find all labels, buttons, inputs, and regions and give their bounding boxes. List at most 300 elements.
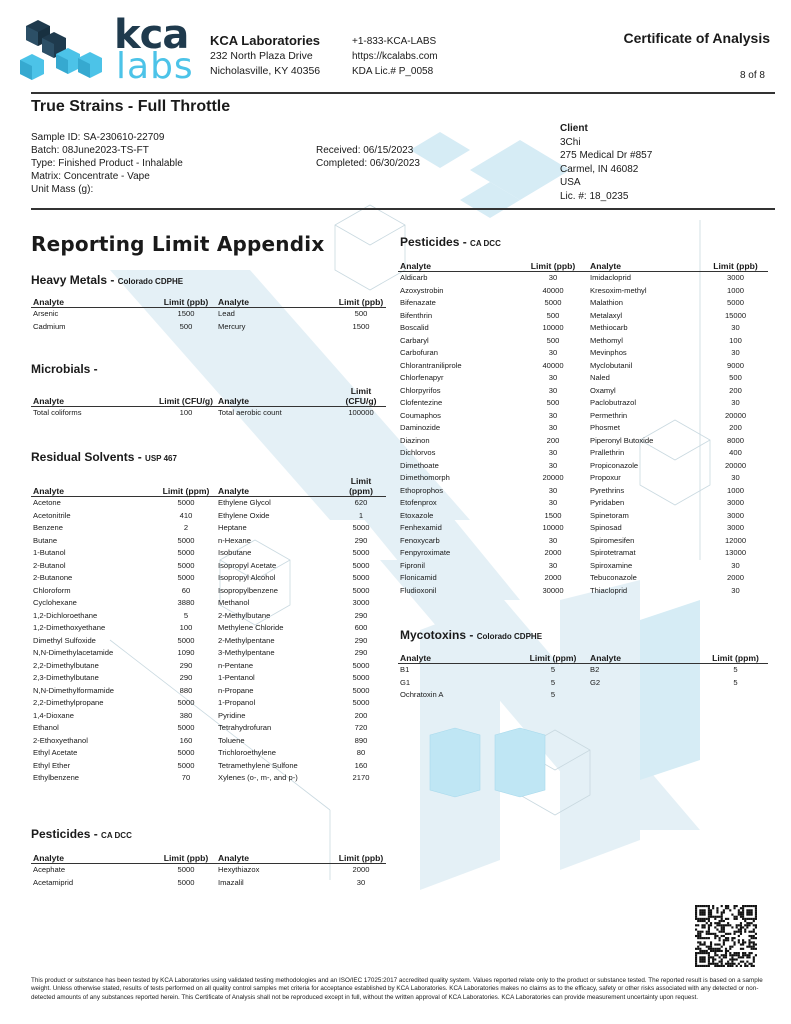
- column-header-analyte: Analyte: [31, 476, 156, 497]
- analyte-cell: Tetrahydrofuran: [218, 723, 272, 732]
- residual-solvents-table: [31, 476, 386, 785]
- column-header-limit: Limit (ppb): [156, 297, 216, 308]
- analyte-cell: Ochratoxin A: [400, 690, 444, 699]
- limit-cell: 100: [179, 623, 193, 632]
- limit-cell: 1500: [544, 510, 562, 520]
- analyte-cell: Pyridaben: [590, 498, 625, 507]
- limit-cell: 200: [729, 385, 742, 395]
- column-header-limit: Limit (ppb): [156, 853, 216, 864]
- limit-cell: 30: [731, 348, 740, 357]
- table-row: [31, 597, 386, 610]
- sample-info: [31, 131, 183, 196]
- batch: Batch: 08June2023-TS-FT: [31, 145, 149, 156]
- analyte-cell: Acetone: [33, 498, 61, 507]
- table-row: [31, 697, 386, 710]
- analyte-cell: Isopropyl Acetate: [218, 560, 277, 570]
- analyte-cell: n-Propane: [218, 685, 254, 695]
- analyte-cell: Naled: [590, 373, 610, 382]
- client-address2: Carmel, IN 46082: [560, 163, 639, 175]
- limit-cell: 5: [550, 690, 556, 699]
- analyte-cell: Methiocarb: [590, 323, 628, 332]
- limit-cell: [703, 689, 768, 702]
- analyte-cell: Arsenic: [33, 309, 59, 318]
- column-header-limit: Limit (ppb): [336, 853, 386, 864]
- client-name: 3Chi: [560, 136, 581, 148]
- table-row: [398, 410, 768, 423]
- microbials-heading: [31, 362, 98, 376]
- table-row: [398, 547, 768, 560]
- document-title: Certificate of Analysis: [623, 30, 770, 46]
- table-row: [398, 447, 768, 460]
- table-row: [398, 460, 768, 473]
- section-subtitle: Colorado CDPHE: [117, 277, 184, 286]
- column-header-limit: Limit (ppb): [336, 297, 386, 308]
- column-header-analyte: Analyte: [398, 261, 518, 272]
- analyte-cell: Tebuconazole: [590, 573, 637, 582]
- analyte-cell: 1-Propanol: [218, 698, 256, 707]
- column-header-limit: Limit (CFU/g): [156, 386, 216, 407]
- analyte-cell: Ethylbenzene: [33, 773, 80, 782]
- table-header-row: [31, 476, 386, 497]
- limit-cell: 3000: [727, 273, 744, 282]
- qr-code-icon[interactable]: [695, 905, 757, 967]
- analyte-cell: Ethylene Oxide: [218, 510, 270, 520]
- analyte-cell: Fipronil: [400, 560, 425, 570]
- analyte-cell: Cadmium: [33, 321, 66, 331]
- analyte-cell: Fenpyroximate: [400, 548, 451, 557]
- table-header-row: [398, 261, 768, 272]
- analyte-cell: Spiromesifen: [590, 535, 635, 545]
- limit-cell: 10000: [542, 523, 564, 532]
- limit-cell: 1500: [177, 309, 195, 318]
- limit-cell: 2000: [352, 865, 370, 874]
- table-row: [31, 772, 386, 785]
- analyte-cell: [588, 689, 703, 702]
- client-label: Client: [560, 123, 588, 134]
- analyte-cell: Total coliforms: [33, 408, 82, 417]
- table-header-row: [398, 653, 768, 664]
- analyte-cell: Total aerobic count: [218, 408, 282, 417]
- limit-cell: 500: [546, 398, 560, 407]
- limit-cell: 9000: [727, 360, 744, 370]
- heavy-metals-heading: [31, 273, 183, 287]
- table-row: [398, 297, 768, 310]
- table-row: [398, 535, 768, 548]
- table-row: [31, 685, 386, 698]
- analyte-cell: Daminozide: [400, 423, 441, 432]
- table-header-row: [31, 297, 386, 308]
- analyte-cell: Oxamyl: [590, 385, 616, 395]
- analyte-cell: Mevinphos: [590, 348, 627, 357]
- table-row: [398, 677, 768, 690]
- analyte-cell: Isopropylbenzene: [218, 585, 278, 595]
- analyte-cell: Chlorantraniliprole: [400, 360, 462, 370]
- lab-website-link[interactable]: https://kcalabs.com: [352, 51, 438, 62]
- column-header-limit: Limit (ppm): [336, 476, 386, 497]
- analyte-cell: Dimethoate: [400, 460, 439, 470]
- limit-cell: 2000: [727, 573, 744, 582]
- mycotoxins-heading: [400, 628, 542, 642]
- column-header-analyte: Analyte: [31, 853, 156, 864]
- table-row: [398, 472, 768, 485]
- analyte-cell: Diazinon: [400, 435, 430, 445]
- table-row: [398, 310, 768, 323]
- analyte-cell: B2: [590, 665, 600, 674]
- analyte-cell: Carbofuran: [400, 348, 438, 357]
- limit-cell: 500: [179, 321, 193, 331]
- analyte-cell: Chloroform: [33, 585, 71, 595]
- table-row: [398, 664, 768, 677]
- limit-cell: 30: [731, 585, 740, 595]
- analyte-cell: Fludioxonil: [400, 585, 437, 595]
- analyte-cell: Cyclohexane: [33, 598, 77, 607]
- limit-cell: 500: [546, 310, 560, 320]
- limit-cell: 3000: [727, 510, 744, 520]
- client-address1: 275 Medical Dr #857: [560, 150, 653, 161]
- limit-cell: 100: [729, 335, 742, 345]
- limit-cell: 5000: [352, 560, 370, 570]
- section-title: Pesticides -: [400, 235, 467, 249]
- analyte-cell: 1-Butanol: [33, 548, 66, 557]
- limit-cell: 500: [546, 335, 560, 345]
- analyte-cell: Azoxystrobin: [400, 285, 444, 295]
- microbials-table: [31, 386, 386, 420]
- limit-cell: 400: [729, 448, 742, 457]
- limit-cell: 2000: [544, 573, 562, 582]
- table-row: [31, 710, 386, 723]
- analyte-cell: n-Pentane: [218, 660, 254, 670]
- section-subtitle: Colorado CDPHE: [476, 632, 543, 641]
- analyte-cell: Hexythiazox: [218, 865, 260, 874]
- limit-cell: 380: [179, 710, 193, 720]
- limit-cell: 1090: [177, 648, 195, 657]
- dates-block: [316, 144, 420, 170]
- limit-cell: 70: [181, 773, 191, 782]
- client-license: Lic. #: 18_0235: [560, 190, 629, 202]
- analyte-cell: Spinetoram: [590, 510, 629, 520]
- analyte-cell: Pyridine: [218, 710, 246, 720]
- pesticides-right-heading: [400, 235, 501, 249]
- limit-cell: 30000: [542, 585, 564, 595]
- analyte-cell: 2-Butanol: [33, 560, 66, 570]
- logo-kca-text: kca: [114, 12, 189, 58]
- table-row: [398, 347, 768, 360]
- analyte-cell: Dichlorvos: [400, 448, 436, 457]
- analyte-cell: 1,2-Dimethoxyethane: [33, 623, 106, 632]
- limit-cell: 5000: [177, 877, 195, 887]
- lab-phone: +1-833-KCA-LABS: [352, 36, 437, 47]
- column-header-limit: Limit (ppm): [518, 653, 588, 664]
- limit-cell: 290: [354, 535, 368, 545]
- section-subtitle: CA DCC: [101, 831, 132, 840]
- limit-cell: 2170: [352, 773, 370, 782]
- analyte-cell: 2,2-Dimethylpropane: [33, 698, 104, 707]
- limit-cell: 290: [354, 610, 368, 620]
- limit-cell: 30: [731, 560, 740, 570]
- lab-license: KDA Lic.# P_0058: [352, 66, 434, 77]
- limit-cell: 290: [179, 673, 193, 682]
- table-row: [398, 510, 768, 523]
- limit-cell: 8000: [727, 435, 744, 445]
- limit-cell: 30: [731, 323, 740, 332]
- limit-cell: 880: [179, 685, 193, 695]
- limit-cell: 30: [548, 385, 558, 395]
- limit-cell: 290: [179, 660, 193, 670]
- limit-cell: 12000: [724, 535, 747, 545]
- column-header-limit: Limit (ppm): [156, 476, 216, 497]
- client-country: USA: [560, 177, 581, 188]
- analyte-cell: Aldicarb: [400, 273, 428, 282]
- table-row: [31, 877, 386, 890]
- column-header-analyte: Analyte: [588, 261, 703, 272]
- section-title: Microbials -: [31, 362, 98, 376]
- analyte-cell: Ethoprophos: [400, 485, 444, 495]
- disclaimer-footer: This product or substance has been tested by KCA Laboratories using validated testing methodologies and an ISO/IEC 17025:2017 accredited quality system. Values reported relate only to the product or substance tested. The reported result is based on a sample weight. Unless otherwise stated, results of tests performed on all quality control samples met criteria for acceptance established by KCA Laboratories. KCA Laboratories makes no claims as to the efficacy, safety or other risks associated with any detected or non-detected amounts of any substances reported herein. This Certificate of Analysis shall not be reproduced except in full, without the written approval of KCA Laboratories. KCA Laboratories can provide measurement uncertainty upon request.: [31, 977, 763, 1001]
- limit-cell: 500: [354, 309, 368, 318]
- analyte-cell: Piperonyl Butoxide: [590, 435, 654, 445]
- limit-cell: 720: [354, 723, 368, 732]
- mycotoxins-table: [398, 653, 768, 702]
- limit-cell: 5: [550, 665, 556, 674]
- limit-cell: 200: [354, 710, 368, 720]
- table-row: [398, 485, 768, 498]
- limit-cell: 3880: [177, 598, 195, 607]
- lab-address-line2: Nicholasville, KY 40356: [210, 65, 321, 77]
- limit-cell: 30: [731, 398, 740, 407]
- lab-address-line1: 232 North Plaza Drive: [210, 50, 313, 62]
- table-row: [31, 747, 386, 760]
- analyte-cell: Phosmet: [590, 423, 620, 432]
- analyte-cell: Propiconazole: [590, 460, 639, 470]
- analyte-cell: Spiroxamine: [590, 560, 633, 570]
- section-title: Pesticides -: [31, 827, 98, 841]
- table-row: [31, 522, 386, 535]
- limit-cell: 5000: [352, 685, 370, 695]
- limit-cell: 60: [181, 585, 191, 595]
- limit-cell: 13000: [724, 548, 747, 557]
- analyte-cell: 3-Methylpentane: [218, 648, 275, 657]
- table-row: [398, 585, 768, 598]
- analyte-cell: Ethylene Glycol: [218, 498, 271, 507]
- limit-cell: 3000: [352, 598, 370, 607]
- appendix-title: Reporting Limit Appendix: [31, 232, 325, 256]
- limit-cell: 160: [179, 735, 193, 745]
- table-row: [31, 497, 386, 510]
- analyte-cell: Isobutane: [218, 548, 252, 557]
- analyte-cell: Butane: [33, 535, 58, 545]
- analyte-cell: 2-Ethoxyethanol: [33, 735, 88, 745]
- analyte-cell: Ethyl Ether: [33, 760, 71, 770]
- analyte-cell: Permethrin: [590, 410, 628, 420]
- limit-cell: 100000: [348, 408, 374, 417]
- analyte-cell: Bifenthrin: [400, 310, 433, 320]
- column-header-limit: Limit (ppb): [518, 261, 588, 272]
- table-row: [31, 760, 386, 773]
- limit-cell: 5000: [177, 748, 195, 757]
- limit-cell: 1000: [727, 285, 744, 295]
- column-header-limit: Limit (ppm): [703, 653, 768, 664]
- product-name: True Strains - Full Throttle: [31, 98, 231, 115]
- analyte-cell: Trichloroethylene: [218, 748, 276, 757]
- limit-cell: 80: [356, 748, 366, 757]
- analyte-cell: Lead: [218, 309, 235, 318]
- limit-cell: 2000: [544, 548, 562, 557]
- analyte-cell: 2,2-Dimethylbutane: [33, 660, 99, 670]
- section-title: Residual Solvents -: [31, 450, 142, 464]
- analyte-cell: Imazalil: [218, 877, 244, 887]
- analyte-cell: Pyrethrins: [590, 485, 625, 495]
- analyte-cell: 1,4-Dioxane: [33, 710, 74, 720]
- table-row: [31, 308, 386, 321]
- header-divider: [31, 92, 775, 94]
- limit-cell: 600: [354, 623, 368, 632]
- limit-cell: 40000: [542, 285, 564, 295]
- analyte-cell: Fenoxycarb: [400, 535, 440, 545]
- limit-cell: 290: [354, 648, 368, 657]
- table-row: [31, 535, 386, 548]
- table-row: [398, 560, 768, 573]
- limit-cell: 30: [548, 485, 558, 495]
- table-row: [398, 435, 768, 448]
- analyte-cell: G1: [400, 677, 411, 687]
- analyte-cell: Acetamiprid: [33, 877, 74, 887]
- limit-cell: 3000: [727, 498, 744, 507]
- section-title: Mycotoxins -: [400, 628, 474, 642]
- limit-cell: 410: [179, 510, 193, 520]
- limit-cell: 5000: [727, 298, 744, 307]
- limit-cell: 1500: [352, 321, 370, 331]
- column-header-analyte: Analyte: [398, 653, 518, 664]
- limit-cell: 290: [354, 635, 368, 645]
- column-header-analyte: Analyte: [216, 386, 336, 407]
- logo-labs-text: labs: [116, 46, 194, 87]
- limit-cell: 30: [548, 348, 558, 357]
- limit-cell: 30: [548, 498, 558, 507]
- limit-cell: 200: [546, 435, 560, 445]
- limit-cell: 5: [550, 677, 556, 687]
- table-row: [398, 397, 768, 410]
- analyte-cell: 2,3-Dimethylbutane: [33, 673, 99, 682]
- limit-cell: 200: [729, 423, 742, 432]
- column-header-analyte: Analyte: [216, 476, 336, 497]
- analyte-cell: Propoxur: [590, 473, 621, 482]
- column-header-analyte: Analyte: [31, 297, 156, 308]
- table-row: [398, 372, 768, 385]
- matrix: Matrix: Concentrate - Vape: [31, 171, 150, 182]
- table-row: [31, 622, 386, 635]
- limit-cell: 5000: [352, 573, 370, 582]
- client-block: [560, 122, 652, 203]
- analyte-cell: 2-Methylbutane: [218, 610, 271, 620]
- limit-cell: 5000: [352, 673, 370, 682]
- table-row: [398, 322, 768, 335]
- analyte-cell: Ethyl Acetate: [33, 748, 78, 757]
- limit-cell: 5000: [177, 560, 195, 570]
- analyte-cell: Imidacloprid: [590, 273, 631, 282]
- section-title: Heavy Metals -: [31, 273, 115, 287]
- product-type: Type: Finished Product - Inhalable: [31, 158, 183, 169]
- table-row: [31, 585, 386, 598]
- table-header-row: [31, 853, 386, 864]
- limit-cell: 5000: [177, 865, 195, 874]
- analyte-cell: Methomyl: [590, 335, 623, 345]
- analyte-cell: G2: [590, 677, 601, 687]
- limit-cell: 5000: [352, 548, 370, 557]
- sample-id: Sample ID: SA-230610-22709: [31, 132, 165, 143]
- analyte-cell: Isopropyl Alcohol: [218, 573, 276, 582]
- table-row: [398, 689, 768, 702]
- analyte-cell: Mercury: [218, 321, 246, 331]
- limit-cell: 30: [548, 460, 558, 470]
- analyte-cell: Ethanol: [33, 723, 59, 732]
- analyte-cell: Xylenes (o-, m-, and p-): [218, 773, 298, 782]
- pesticides-left-heading: [31, 827, 132, 841]
- table-row: [31, 722, 386, 735]
- analyte-cell: Dimethomorph: [400, 473, 450, 482]
- analyte-cell: Bifenazate: [400, 298, 436, 307]
- limit-cell: 620: [354, 498, 368, 507]
- kca-logo: [20, 12, 195, 87]
- limit-cell: 5: [183, 610, 189, 620]
- limit-cell: 160: [354, 760, 368, 770]
- logo-cubes-icon: [20, 18, 112, 84]
- table-row: [31, 735, 386, 748]
- limit-cell: 5000: [177, 535, 195, 545]
- table-row: [31, 407, 386, 420]
- analyte-cell: Metalaxyl: [590, 310, 623, 320]
- table-row: [31, 560, 386, 573]
- table-row: [398, 335, 768, 348]
- analyte-cell: Dimethyl Sulfoxide: [33, 635, 96, 645]
- section-subtitle: USP 467: [145, 454, 177, 463]
- analyte-cell: 2-Butanone: [33, 573, 73, 582]
- limit-cell: 5: [733, 665, 738, 674]
- analyte-cell: Spinosad: [590, 523, 622, 532]
- table-row: [31, 864, 386, 877]
- column-header-limit: Limit (ppb): [703, 261, 768, 272]
- limit-cell: 5000: [177, 573, 195, 582]
- limit-cell: 100: [179, 408, 193, 417]
- received-date: Received: 06/15/2023: [316, 145, 414, 156]
- analyte-cell: Benzene: [33, 523, 63, 532]
- column-header-analyte: Analyte: [31, 386, 156, 407]
- analyte-cell: Boscalid: [400, 323, 429, 332]
- analyte-cell: Malathion: [590, 298, 623, 307]
- table-row: [31, 572, 386, 585]
- limit-cell: 5000: [177, 498, 195, 507]
- analyte-cell: Spirotetramat: [590, 548, 636, 557]
- analyte-cell: 1,2-Dichloroethane: [33, 610, 98, 620]
- lab-contact-block: [352, 34, 438, 79]
- analyte-cell: Clofentezine: [400, 398, 443, 407]
- section-subtitle: CA DCC: [470, 239, 501, 248]
- analyte-cell: Methylene Chloride: [218, 623, 284, 632]
- analyte-cell: Prallethrin: [590, 448, 625, 457]
- analyte-cell: Coumaphos: [400, 410, 441, 420]
- column-header-analyte: Analyte: [216, 297, 336, 308]
- analyte-cell: Acephate: [33, 865, 66, 874]
- limit-cell: 30: [548, 423, 558, 432]
- limit-cell: 30: [548, 410, 558, 420]
- table-row: [398, 572, 768, 585]
- analyte-cell: 2-Methylpentane: [218, 635, 275, 645]
- completed-date: Completed: 06/30/2023: [316, 158, 420, 169]
- analyte-cell: N,N-Dimethylacetamide: [33, 648, 114, 657]
- limit-cell: 20000: [724, 410, 747, 420]
- analyte-cell: Chlorpyrifos: [400, 385, 441, 395]
- analyte-cell: Fenhexamid: [400, 523, 442, 532]
- table-row: [31, 660, 386, 673]
